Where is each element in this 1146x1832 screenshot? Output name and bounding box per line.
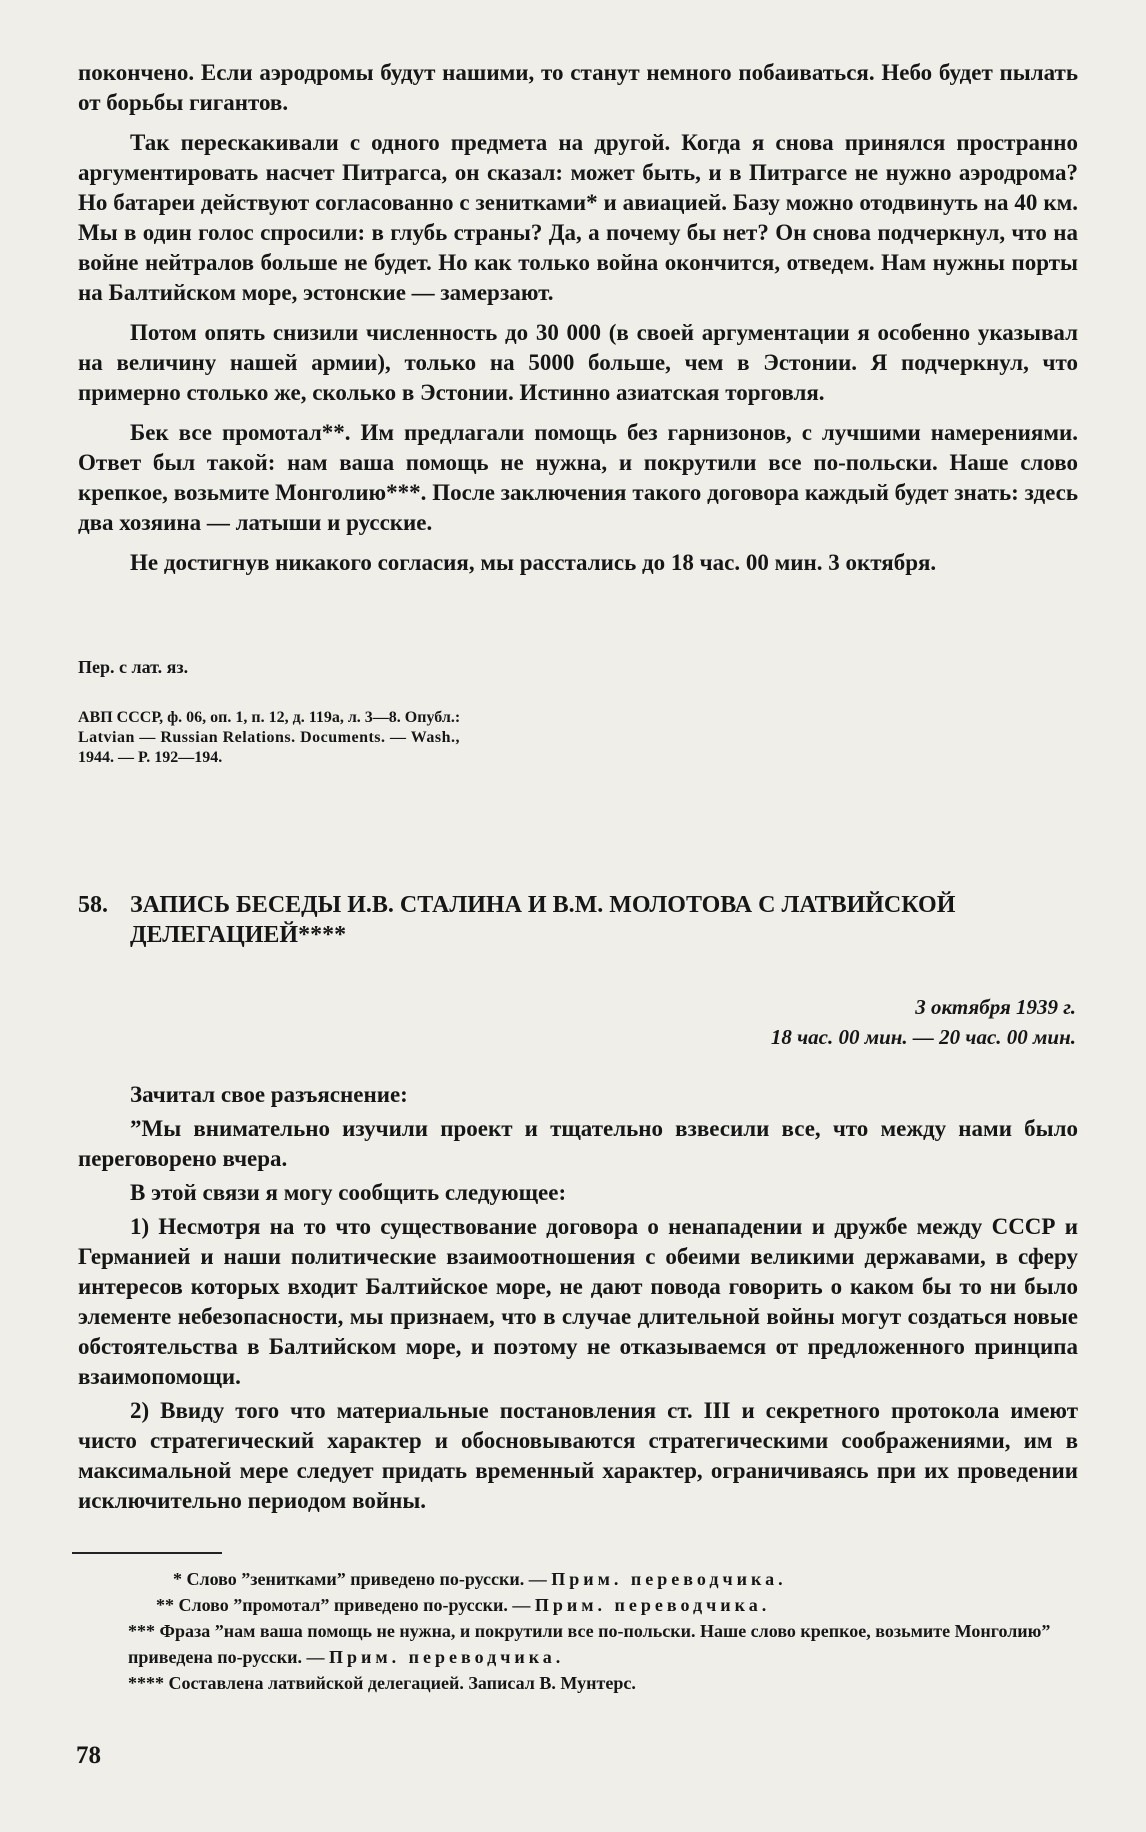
source-line-2: Latvian — Russian Relations. Documents. — Wash., (78, 729, 460, 746)
dateline (771, 992, 1076, 1052)
paragraph-8: В этой связи я могу сообщить следующее: (130, 1180, 567, 1205)
meeting-time: 18 час. 00 мин. — 20 час. 00 мин. (770, 1025, 1076, 1049)
section-title-line-2: ДЕЛЕГАЦИЕЙ**** (130, 922, 347, 948)
paragraph-7: ”Мы внимательно изучили проект и тщательно взвесили все, что между нами было переговорено вчера. (78, 1116, 1078, 1171)
paragraph-10: 2) Ввиду того что материальные постановления ст. III и секретного протокола имеют чисто стратегический характер и обосновываются стратегическими соображениями, им в максимальной мере следует придать временный характер, ограничиваясь при их проведении исключительно периодом войны. (78, 1398, 1078, 1513)
paragraph-9: 1) Несмотря на то что существование договора о ненападении и дружбе между СССР и Германией и наши политические взаимоотношения с обеими великими державами, в сферу интересов которых входит Балтийское море, не дают повода говорить о каком бы то ни было элементе небезопасности, мы признаем, что в случае длительной войны могут создаться новые обстоятельства в Балтийском море, и поэтому не отказываемся от предложенного принципа взаимопомощи. (78, 1214, 1078, 1389)
footnote-1-text: * Слово ”зенитками” приведено по-русски. — (173, 1569, 552, 1589)
section-title-line-1: ЗАПИСЬ БЕСЕДЫ И.В. СТАЛИНА И В.М. МОЛОТОВА С ЛАТВИЙСКОЙ (130, 892, 956, 918)
archive-source (78, 708, 578, 768)
footnote-3 (78, 1618, 1078, 1670)
footnote-4: **** Составлена латвийской делегацией. Записал В. Мунтерс. (128, 1673, 636, 1693)
paragraph-4: Бек все промотал**. Им предлагали помощь без гарнизонов, с лучшими намерениями. Ответ был такой: нам ваша помощь не нужна, и покрутили все по-польски. Наше слово крепкое, возьмите Монголию***. После заключения такого договора каждый будет знать: здесь два хозяина — латыши и русские. (78, 420, 1078, 535)
section-heading (78, 890, 1078, 950)
footnote-1-note: Прим. переводчика. (551, 1569, 787, 1589)
paragraph-5: Не достигнув никакого согласия, мы расстались до 18 час. 00 мин. 3 октября. (130, 550, 937, 575)
source-line-1: АВП СССР, ф. 06, оп. 1, п. 12, д. 119а, л. 3—8. Опубл.: (78, 709, 461, 726)
footnote-divider (72, 1552, 222, 1554)
footnote-3-text: *** Фраза ”нам ваша помощь не нужна, и покрутили все по-польски. Наше слово крепкое, возьмите Монголию” приведена по-русски. — (128, 1621, 1051, 1667)
body-text-bottom (78, 1080, 1078, 1520)
footnote-2-note: Прим. переводчика. (534, 1595, 771, 1615)
footnotes (78, 1566, 1078, 1696)
footnote-2 (78, 1592, 1078, 1618)
source-line-3: 1944. — P. 192—194. (78, 749, 223, 766)
paragraph-1: покончено. Если аэродромы будут нашими, то станут немного побаиваться. Небо будет пылать от борьбы гигантов. (78, 60, 1078, 115)
paragraph-3: Потом опять снизили численность до 30 000 (в своей аргументации я особенно указывал на величину нашей армии), только на 5000 больше, чем в Эстонии. Я подчеркнул, что примерно столько же, сколько в Эстонии. Истинно азиатская торговля. (78, 320, 1078, 405)
section-number: 58. (78, 892, 108, 918)
paragraph-6: Зачитал свое разъяснение: (130, 1082, 408, 1107)
page-number: 78 (76, 1742, 101, 1769)
footnote-2-text: ** Слово ”промотал” приведено по-русски. — (156, 1595, 535, 1615)
footnote-3-note: Прим. переводчика. (329, 1647, 565, 1667)
paragraph-2: Так перескакивали с одного предмета на другой. Когда я снова принялся пространно аргументировать насчет Питрагса, он сказал: может быть, и в Питрагсе не нужно аэродрома? Но батареи действуют согласованно с зенитками* и авиацией. Базу можно отодвинуть на 40 км. Мы в один голос спросили: в глубь страны? Да, а почему бы нет? Он снова подчеркнул, что на войне нейтралов больше не будет. Но как только война окончится, отведем. Нам нужны порты на Балтийском море, эстонские — замерзают. (78, 130, 1078, 305)
body-text-top (78, 58, 1078, 588)
translation-note: Пер. с лат. яз. (78, 657, 189, 677)
footnote-1 (78, 1566, 1078, 1592)
meeting-date: 3 октября 1939 г. (915, 995, 1076, 1019)
